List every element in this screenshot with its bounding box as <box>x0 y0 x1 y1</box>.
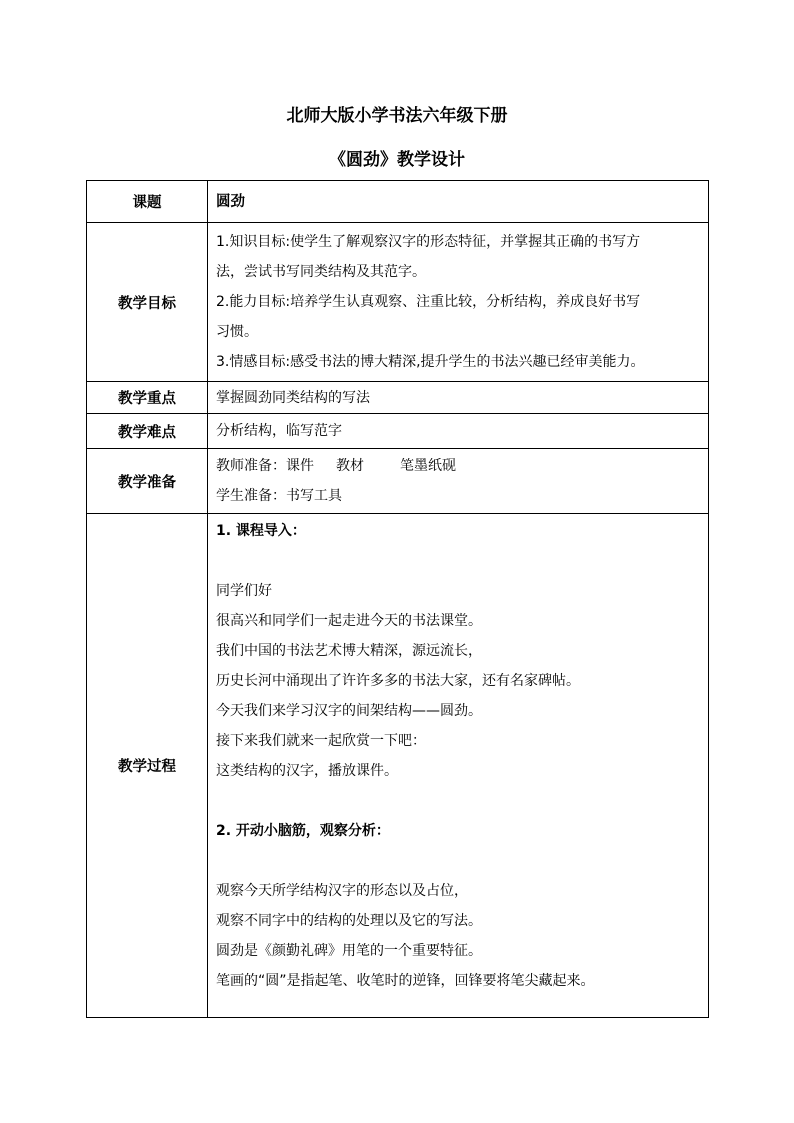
goal-line: 法，尝试书写同类结构及其范字。 <box>216 264 426 280</box>
table-row-preparation <box>87 449 709 514</box>
goals-label: 教学目标 <box>87 223 208 382</box>
preparation-content <box>208 449 709 514</box>
table-row-process <box>87 514 709 1018</box>
process-line: 接下来我们就来一起欣赏一下吧： <box>216 733 426 749</box>
process-content <box>208 514 709 1018</box>
goal-line: 1.知识目标:使学生了解观察汉字的形态特征，并掌握其正确的书写方 <box>216 234 641 250</box>
key-point-label: 教学重点 <box>87 382 208 414</box>
student-preparation: 学生准备：书写工具 <box>216 488 342 504</box>
document-subtitle: 《圆劲》教学设计 <box>329 150 465 170</box>
process-line: 同学们好 <box>216 583 272 599</box>
goal-line: 习惯。 <box>216 324 258 340</box>
process-line: 历史长河中涌现出了许许多多的书法大家，还有名家碑帖。 <box>216 673 580 689</box>
process-line: 观察今天所学结构汉字的形态以及占位， <box>216 883 468 899</box>
goals-content <box>208 223 709 382</box>
teacher-prep-item: 教材 <box>336 458 364 474</box>
table-row-goals <box>87 223 709 382</box>
process-line: 观察不同字中的结构的处理以及它的写法。 <box>216 913 482 929</box>
difficulty-label: 教学难点 <box>87 414 208 449</box>
lesson-plan-table <box>86 180 709 1018</box>
process-line: 今天我们来学习汉字的间架结构——圆劲。 <box>216 703 482 719</box>
process-line: 很高兴和同学们一起走进今天的书法课堂。 <box>216 613 482 629</box>
goal-line: 2.能力目标:培养学生认真观察、注重比较，分析结构，养成良好书写 <box>216 294 641 310</box>
teacher-prep-item: 笔墨纸砚 <box>400 458 456 474</box>
section-heading: 2. 开动小脑筋，观察分析： <box>216 823 390 839</box>
goal-line: 3.情感目标:感受书法的博大精深,提升学生的书法兴趣已经审美能力。 <box>216 354 645 370</box>
document-title: 北师大版小学书法六年级下册 <box>286 106 508 126</box>
teacher-prep-item: 教师准备：课件 <box>216 458 314 474</box>
process-line: 笔画的“圆”是指起笔、收笔时的逆锋，回锋要将笔尖藏起来。 <box>216 973 595 989</box>
process-line: 我们中国的书法艺术博大精深，源远流长， <box>216 643 482 659</box>
process-label: 教学过程 <box>87 514 208 1018</box>
topic-value: 圆劲 <box>208 181 709 223</box>
section-heading: 1. 课程导入： <box>216 523 306 539</box>
topic-label: 课题 <box>87 181 208 223</box>
difficulty-value: 分析结构，临写范字 <box>208 414 709 449</box>
process-line: 这类结构的汉字，播放课件。 <box>216 763 398 779</box>
table-row-topic <box>87 181 709 223</box>
teacher-preparation <box>216 451 708 481</box>
preparation-label: 教学准备 <box>87 449 208 514</box>
key-point-value: 掌握圆劲同类结构的写法 <box>208 382 709 414</box>
process-line: 圆劲是《颜勤礼碑》用笔的一个重要特征。 <box>216 943 482 959</box>
table-row-difficulty <box>87 414 709 449</box>
table-row-key-point <box>87 382 709 414</box>
